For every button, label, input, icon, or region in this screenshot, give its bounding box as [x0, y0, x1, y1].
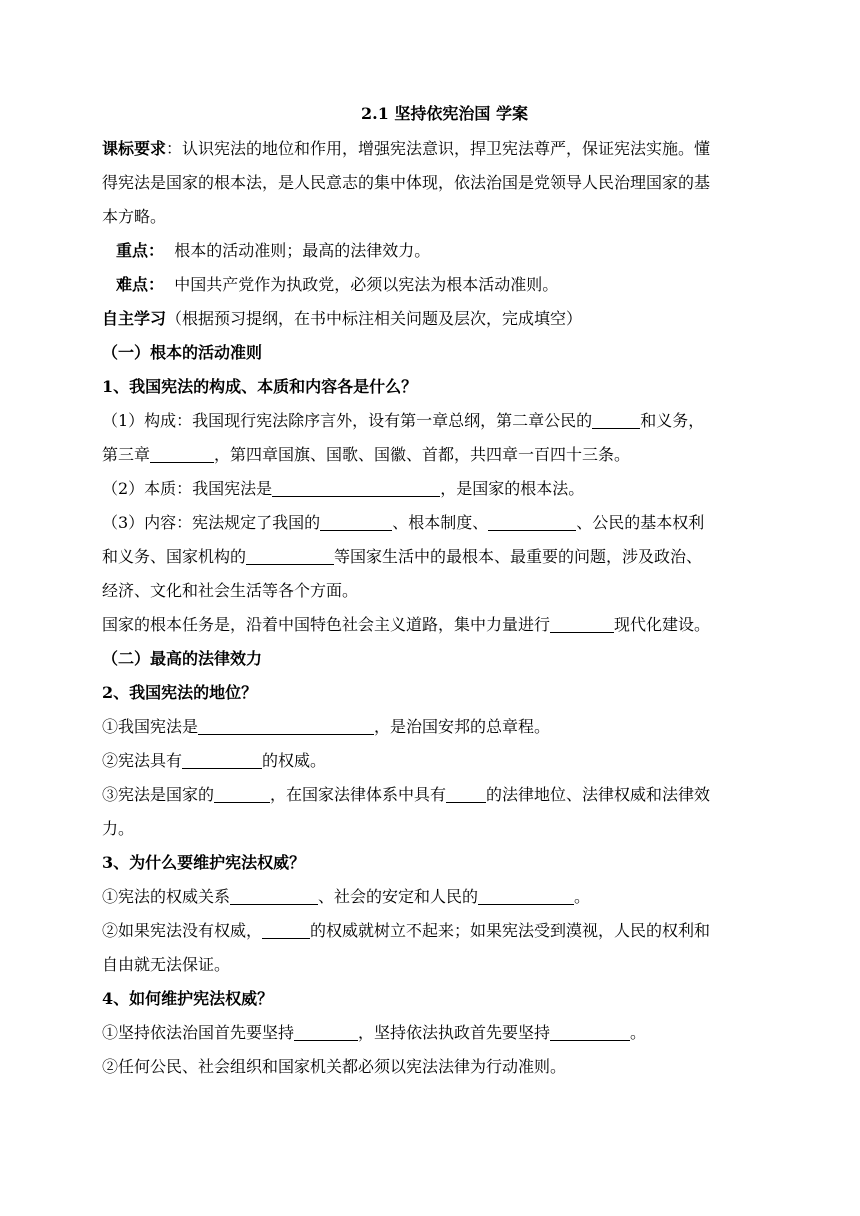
- text-segment: ，是国家的根本法。: [440, 479, 585, 498]
- text-segment: ③宪法是国家的: [102, 785, 215, 804]
- q2-answer-2: [102, 744, 767, 778]
- difficult-point-text: 中国共产党作为执政党，必须以宪法为根本活动准则。: [174, 275, 559, 294]
- q1-answer-1-line-2: [102, 438, 767, 472]
- q1-answer-2: [102, 472, 767, 506]
- curriculum-requirement-text-1: ：认识宪法的地位和作用，增强宪法意识，捍卫宪法尊严，保证宪法实施。懂: [166, 139, 711, 158]
- worksheet: [102, 96, 767, 1084]
- text-segment: 、社会的安定和人民的: [318, 887, 479, 906]
- difficult-point-label: 难点：: [116, 275, 165, 294]
- text-segment: ②如果宪法没有权威，: [102, 921, 263, 940]
- curriculum-requirement-line-3: 本方略。: [102, 207, 167, 226]
- curriculum-requirement-line-2: 得宪法是国家的根本法，是人民意志的集中体现，依法治国是党领导人民治理国家的基: [102, 173, 711, 192]
- curriculum-requirement-label: 课标要求: [102, 139, 167, 158]
- fill-blank[interactable]: [550, 1022, 630, 1041]
- question-3-title: 3、为什么要维护宪法权威？: [102, 853, 306, 872]
- text-segment: 第三章: [102, 445, 151, 464]
- fill-blank[interactable]: [592, 410, 640, 429]
- q3-answer-1: [102, 880, 767, 914]
- text-segment: 。: [630, 1023, 647, 1042]
- text-segment: （1）构成：我国现行宪法除序言外，设有第一章总纲，第二章公民的: [102, 411, 593, 430]
- section-2-heading: （二）最高的法律效力: [102, 649, 263, 668]
- key-point: [102, 234, 767, 268]
- curriculum-requirement-line-1: [102, 132, 767, 166]
- text-segment: （2）本质：我国宪法是: [102, 479, 273, 498]
- text-segment: 的权威。: [262, 751, 327, 770]
- fill-blank[interactable]: [182, 750, 262, 769]
- text-segment: 。: [574, 887, 591, 906]
- fill-blank[interactable]: [320, 512, 392, 531]
- text-segment: 等国家生活中的最根本、最重要的问题，涉及政治、: [334, 547, 703, 566]
- fill-blank[interactable]: [272, 478, 440, 497]
- fill-blank[interactable]: [446, 784, 486, 803]
- text-segment: 国家的根本任务是，沿着中国特色社会主义道路，集中力量进行: [102, 615, 551, 634]
- q1-answer-3-line-1: [102, 506, 767, 540]
- q3-answer-2-line-1: [102, 914, 767, 948]
- q3-answer-2-line-2: 自由就无法保证。: [102, 955, 231, 974]
- fill-blank[interactable]: [198, 716, 374, 735]
- question-1-title: 1、我国宪法的构成、本质和内容各是什么？: [102, 377, 418, 396]
- section-1-heading: （一）根本的活动准则: [102, 343, 263, 362]
- fill-blank[interactable]: [214, 784, 270, 803]
- fill-blank[interactable]: [478, 886, 574, 905]
- q2-answer-3-line-1: [102, 778, 767, 812]
- text-segment: 的权威就树立不起来；如果宪法受到漠视，人民的权利和: [310, 921, 711, 940]
- text-segment: ①坚持依法治国首先要坚持: [102, 1023, 295, 1042]
- text-segment: ，在国家法律体系中具有: [270, 785, 447, 804]
- q4-answer-1: [102, 1016, 767, 1050]
- q1-answer-4: [102, 608, 767, 642]
- text-segment: 现代化建设。: [614, 615, 711, 634]
- text-segment: （3）内容：宪法规定了我国的: [102, 513, 321, 532]
- difficult-point: [102, 268, 767, 302]
- text-segment: 、根本制度、: [392, 513, 489, 532]
- q1-answer-1-line-1: [102, 404, 767, 438]
- fill-blank[interactable]: [262, 920, 310, 939]
- q1-answer-3-line-2: [102, 540, 767, 574]
- text-segment: ②宪法具有: [102, 751, 183, 770]
- text-segment: ，坚持依法执政首先要坚持: [358, 1023, 551, 1042]
- text-segment: ①宪法的权威关系: [102, 887, 231, 906]
- fill-blank[interactable]: [230, 886, 318, 905]
- question-2-title: 2、我国宪法的地位？: [102, 683, 258, 702]
- fill-blank[interactable]: [150, 444, 214, 463]
- fill-blank[interactable]: [246, 546, 334, 565]
- text-segment: 、公民的基本权利: [576, 513, 705, 532]
- self-study-heading: [102, 302, 767, 336]
- question-4-title: 4、如何维护宪法权威？: [102, 989, 274, 1008]
- document-title: 2.1 坚持依宪治国 学案: [361, 104, 528, 123]
- self-study-label: 自主学习: [102, 309, 167, 328]
- text-segment: ，是治国安邦的总章程。: [374, 717, 551, 736]
- fill-blank[interactable]: [294, 1022, 358, 1041]
- text-segment: ，第四章国旗、国歌、国徽、首都，共四章一百四十三条。: [214, 445, 631, 464]
- q2-answer-1: [102, 710, 767, 744]
- q4-answer-2: ②任何公民、社会组织和国家机关都必须以宪法法律为行动准则。: [102, 1057, 567, 1076]
- key-point-text: 根本的活动准则；最高的法律效力。: [174, 241, 431, 260]
- q1-answer-3-line-3: 经济、文化和社会生活等各个方面。: [102, 581, 359, 600]
- q2-answer-3-line-2: 力。: [102, 819, 135, 838]
- fill-blank[interactable]: [488, 512, 576, 531]
- key-point-label: 重点：: [116, 241, 165, 260]
- text-segment: 的法律地位、法律权威和法律效: [486, 785, 711, 804]
- fill-blank[interactable]: [550, 614, 614, 633]
- text-segment: 和义务，: [640, 411, 705, 430]
- text-segment: ①我国宪法是: [102, 717, 199, 736]
- self-study-note: （根据预习提纲，在书中标注相关问题及层次，完成填空）: [166, 309, 583, 328]
- text-segment: 和义务、国家机构的: [102, 547, 247, 566]
